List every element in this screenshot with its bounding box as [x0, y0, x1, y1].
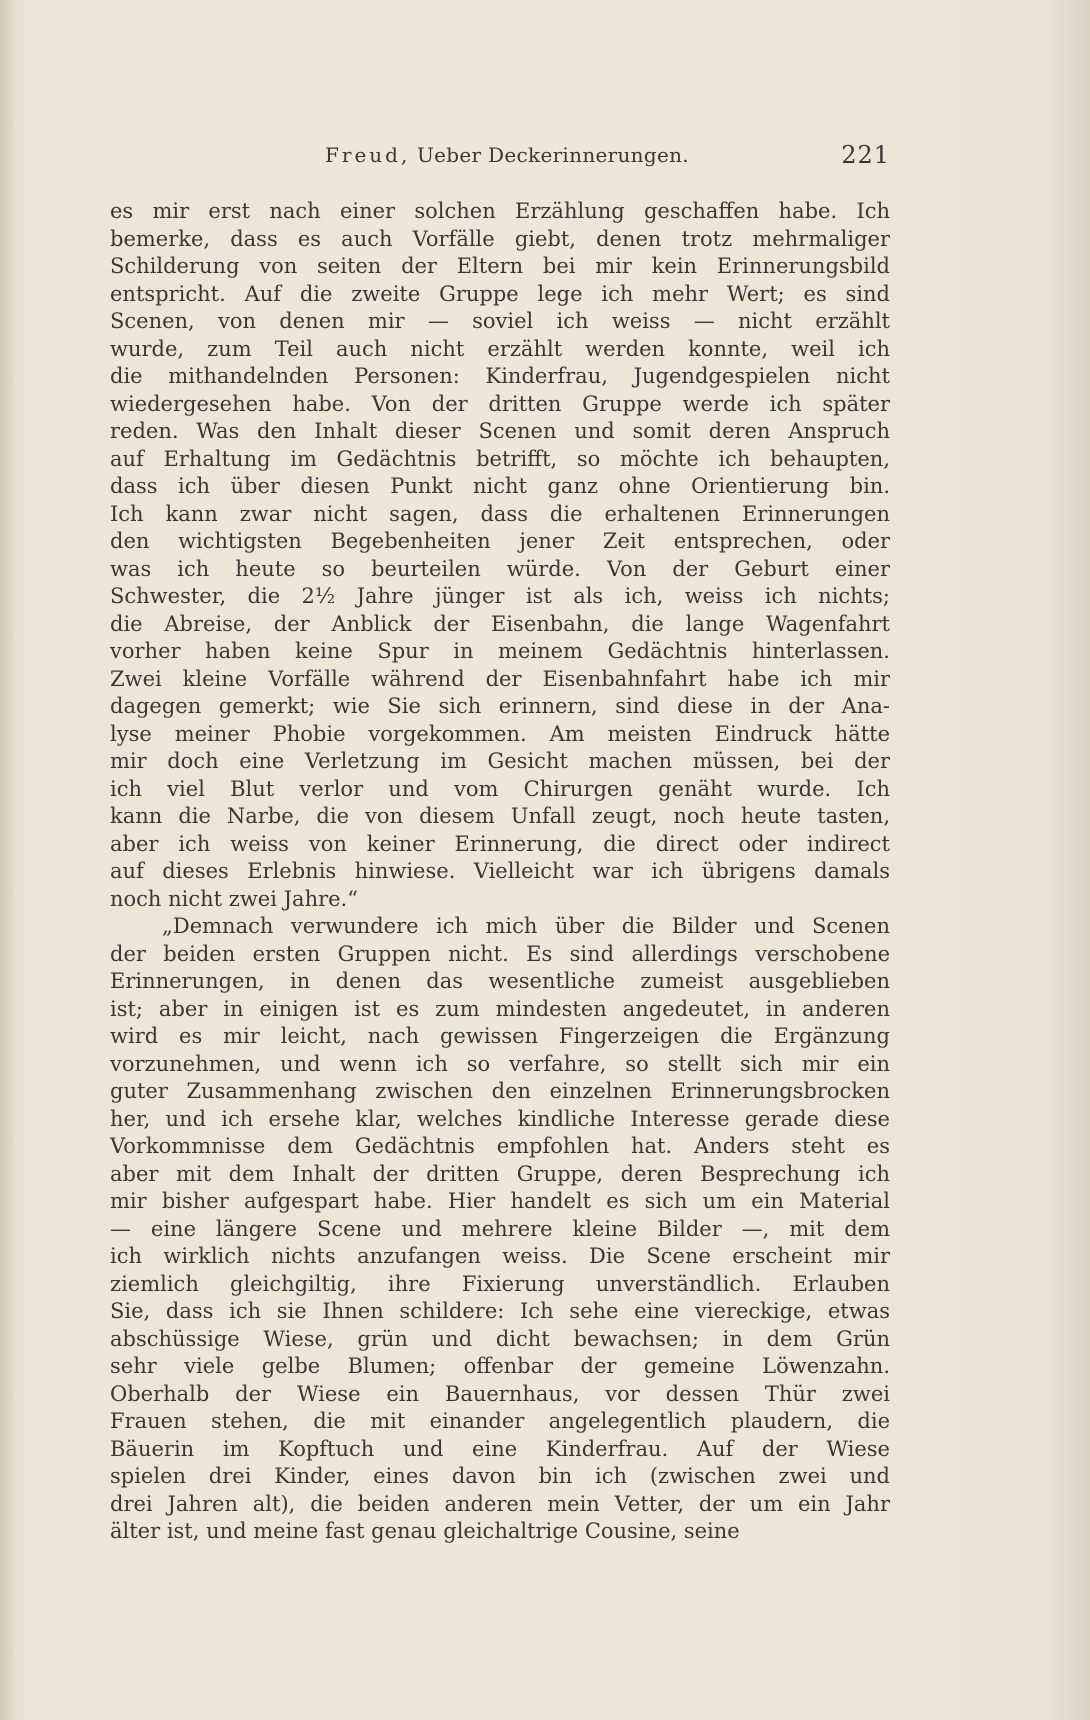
text-line: älter ist, und meine fast genau gleichaltrige Cousine, seine	[110, 1519, 740, 1543]
text-line: spielen drei Kinder, eines davon bin ich (zwischen zwei und	[110, 1464, 890, 1488]
text-line: Bäuerin im Kopftuch und eine Kinderfrau. Auf der Wiese	[110, 1436, 890, 1461]
body-text	[110, 198, 890, 1546]
text-line: kann die Narbe, die von diesem Unfall zeugt, noch heute tasten,	[110, 804, 890, 828]
text-line: die mithandelnden Personen: Kinderfrau, Jugendgespielen nicht	[110, 364, 890, 388]
text-line: mir doch eine Verletzung im Gesicht machen müssen, bei der	[110, 749, 890, 773]
text-line: wurde, zum Teil auch nicht erzählt werden konnte, weil ich	[110, 336, 890, 361]
text-line: vorzunehmen, und wenn ich so verfahre, so stellt sich mir ein	[110, 1051, 890, 1076]
text-line: Ich kann zwar nicht sagen, dass die erhaltenen Erinnerungen	[110, 501, 890, 526]
text-line: vorher haben keine Spur in meinem Gedächtnis hinterlassen.	[110, 639, 890, 663]
text-line: der beiden ersten Gruppen nicht. Es sind allerdings verschobene	[110, 941, 890, 966]
page-number: 221	[841, 141, 890, 169]
text-line: es mir erst nach einer solchen Erzählung geschaffen habe. Ich	[110, 199, 890, 223]
text-line: — eine längere Scene und mehrere kleine Bilder —, mit dem	[110, 1216, 890, 1241]
text-line: noch nicht zwei Jahre.“	[110, 886, 358, 911]
text-line: „Demnach verwundere ich mich über die Bilder und Scenen	[162, 914, 890, 938]
text-line: dass ich über diesen Punkt nicht ganz ohne Orientierung bin.	[110, 474, 890, 498]
running-head-author: Freud,	[325, 143, 411, 167]
text-line: Vorkommnisse dem Gedächtnis empfohlen hat. Anders steht es	[110, 1134, 890, 1158]
text-line: den wichtigsten Begebenheiten jener Zeit entsprechen, oder	[110, 529, 890, 553]
text-line: mir bisher aufgespart habe. Hier handelt es sich um ein Material	[110, 1189, 890, 1213]
text-line: ich wirklich nichts anzufangen weiss. Die Scene erscheint mir	[110, 1244, 890, 1268]
text-line: guter Zusammenhang zwischen den einzelnen Erinnerungsbrocken	[110, 1079, 890, 1103]
text-line: wiedergesehen habe. Von der dritten Gruppe werde ich später	[110, 391, 890, 416]
text-line: sehr viele gelbe Blumen; offenbar der gemeine Löwenzahn.	[110, 1354, 890, 1378]
text-line: aber ich weiss von keiner Erinnerung, die direct oder indirect	[110, 831, 890, 856]
text-line: Frauen stehen, die mit einander angelegentlich plaudern, die	[110, 1409, 890, 1433]
text-line: Scenen, von denen mir — soviel ich weiss — nicht erzählt	[110, 309, 890, 333]
text-line: auf dieses Erlebnis hinwiese. Vielleicht war ich übrigens damals	[110, 859, 890, 883]
text-line: Erinnerungen, in denen das wesentliche zumeist ausgeblieben	[110, 969, 890, 993]
text-line: die Abreise, der Anblick der Eisenbahn, die lange Wagenfahrt	[110, 611, 890, 636]
text-line: ist; aber in einigen ist es zum mindesten angedeutet, in anderen	[110, 996, 890, 1021]
text-line: entspricht. Auf die zweite Gruppe lege ich mehr Wert; es sind	[110, 281, 890, 306]
text-line: aber mit dem Inhalt der dritten Gruppe, deren Besprechung ich	[110, 1161, 890, 1186]
text-line: Zwei kleine Vorfälle während der Eisenbahnfahrt habe ich mir	[110, 666, 890, 691]
text-line: Sie, dass ich sie Ihnen schildere: Ich sehe eine viereckige, etwas	[110, 1299, 890, 1323]
text-line: wird es mir leicht, nach gewissen Fingerzeigen die Ergänzung	[110, 1024, 890, 1048]
text-line: ziemlich gleichgiltig, ihre Fixierung unverständlich. Erlauben	[110, 1271, 890, 1296]
text-line: ich viel Blut verlor und vom Chirurgen genäht wurde. Ich	[110, 776, 890, 801]
page-gutter-shadow	[0, 0, 14, 1720]
page-header	[110, 139, 890, 175]
text-line: abschüssige Wiese, grün und dicht bewachsen; in dem Grün	[110, 1326, 890, 1351]
text-line: was ich heute so beurteilen würde. Von der Geburt einer	[110, 556, 890, 581]
text-line: reden. Was den Inhalt dieser Scenen und somit deren Anspruch	[110, 419, 890, 443]
text-line: drei Jahren alt), die beiden anderen mein Vetter, der um ein Jahr	[110, 1491, 890, 1516]
text-line: her, und ich ersehe klar, welches kindliche Interesse gerade diese	[110, 1106, 890, 1131]
text-line: Schwester, die 2½ Jahre jünger ist als ich, weiss ich nichts;	[110, 584, 890, 608]
text-line: Schilderung von seiten der Eltern bei mir kein Erinnerungsbild	[110, 254, 890, 278]
text-line: auf Erhaltung im Gedächtnis betrifft, so möchte ich behaupten,	[110, 446, 890, 471]
paragraph	[110, 913, 890, 1546]
running-head	[325, 143, 689, 167]
text-line: dagegen gemerkt; wie Sie sich erinnern, sind diese in der Ana-	[110, 694, 890, 718]
text-line: Oberhalb der Wiese ein Bauernhaus, vor dessen Thür zwei	[110, 1381, 890, 1406]
text-line: lyse meiner Phobie vorgekommen. Am meisten Eindruck hätte	[110, 721, 890, 746]
running-head-title: Ueber Deckerinnerungen.	[417, 143, 689, 167]
paragraph	[110, 198, 890, 913]
text-line: bemerke, dass es auch Vorfälle giebt, denen trotz mehrmaliger	[110, 226, 890, 251]
